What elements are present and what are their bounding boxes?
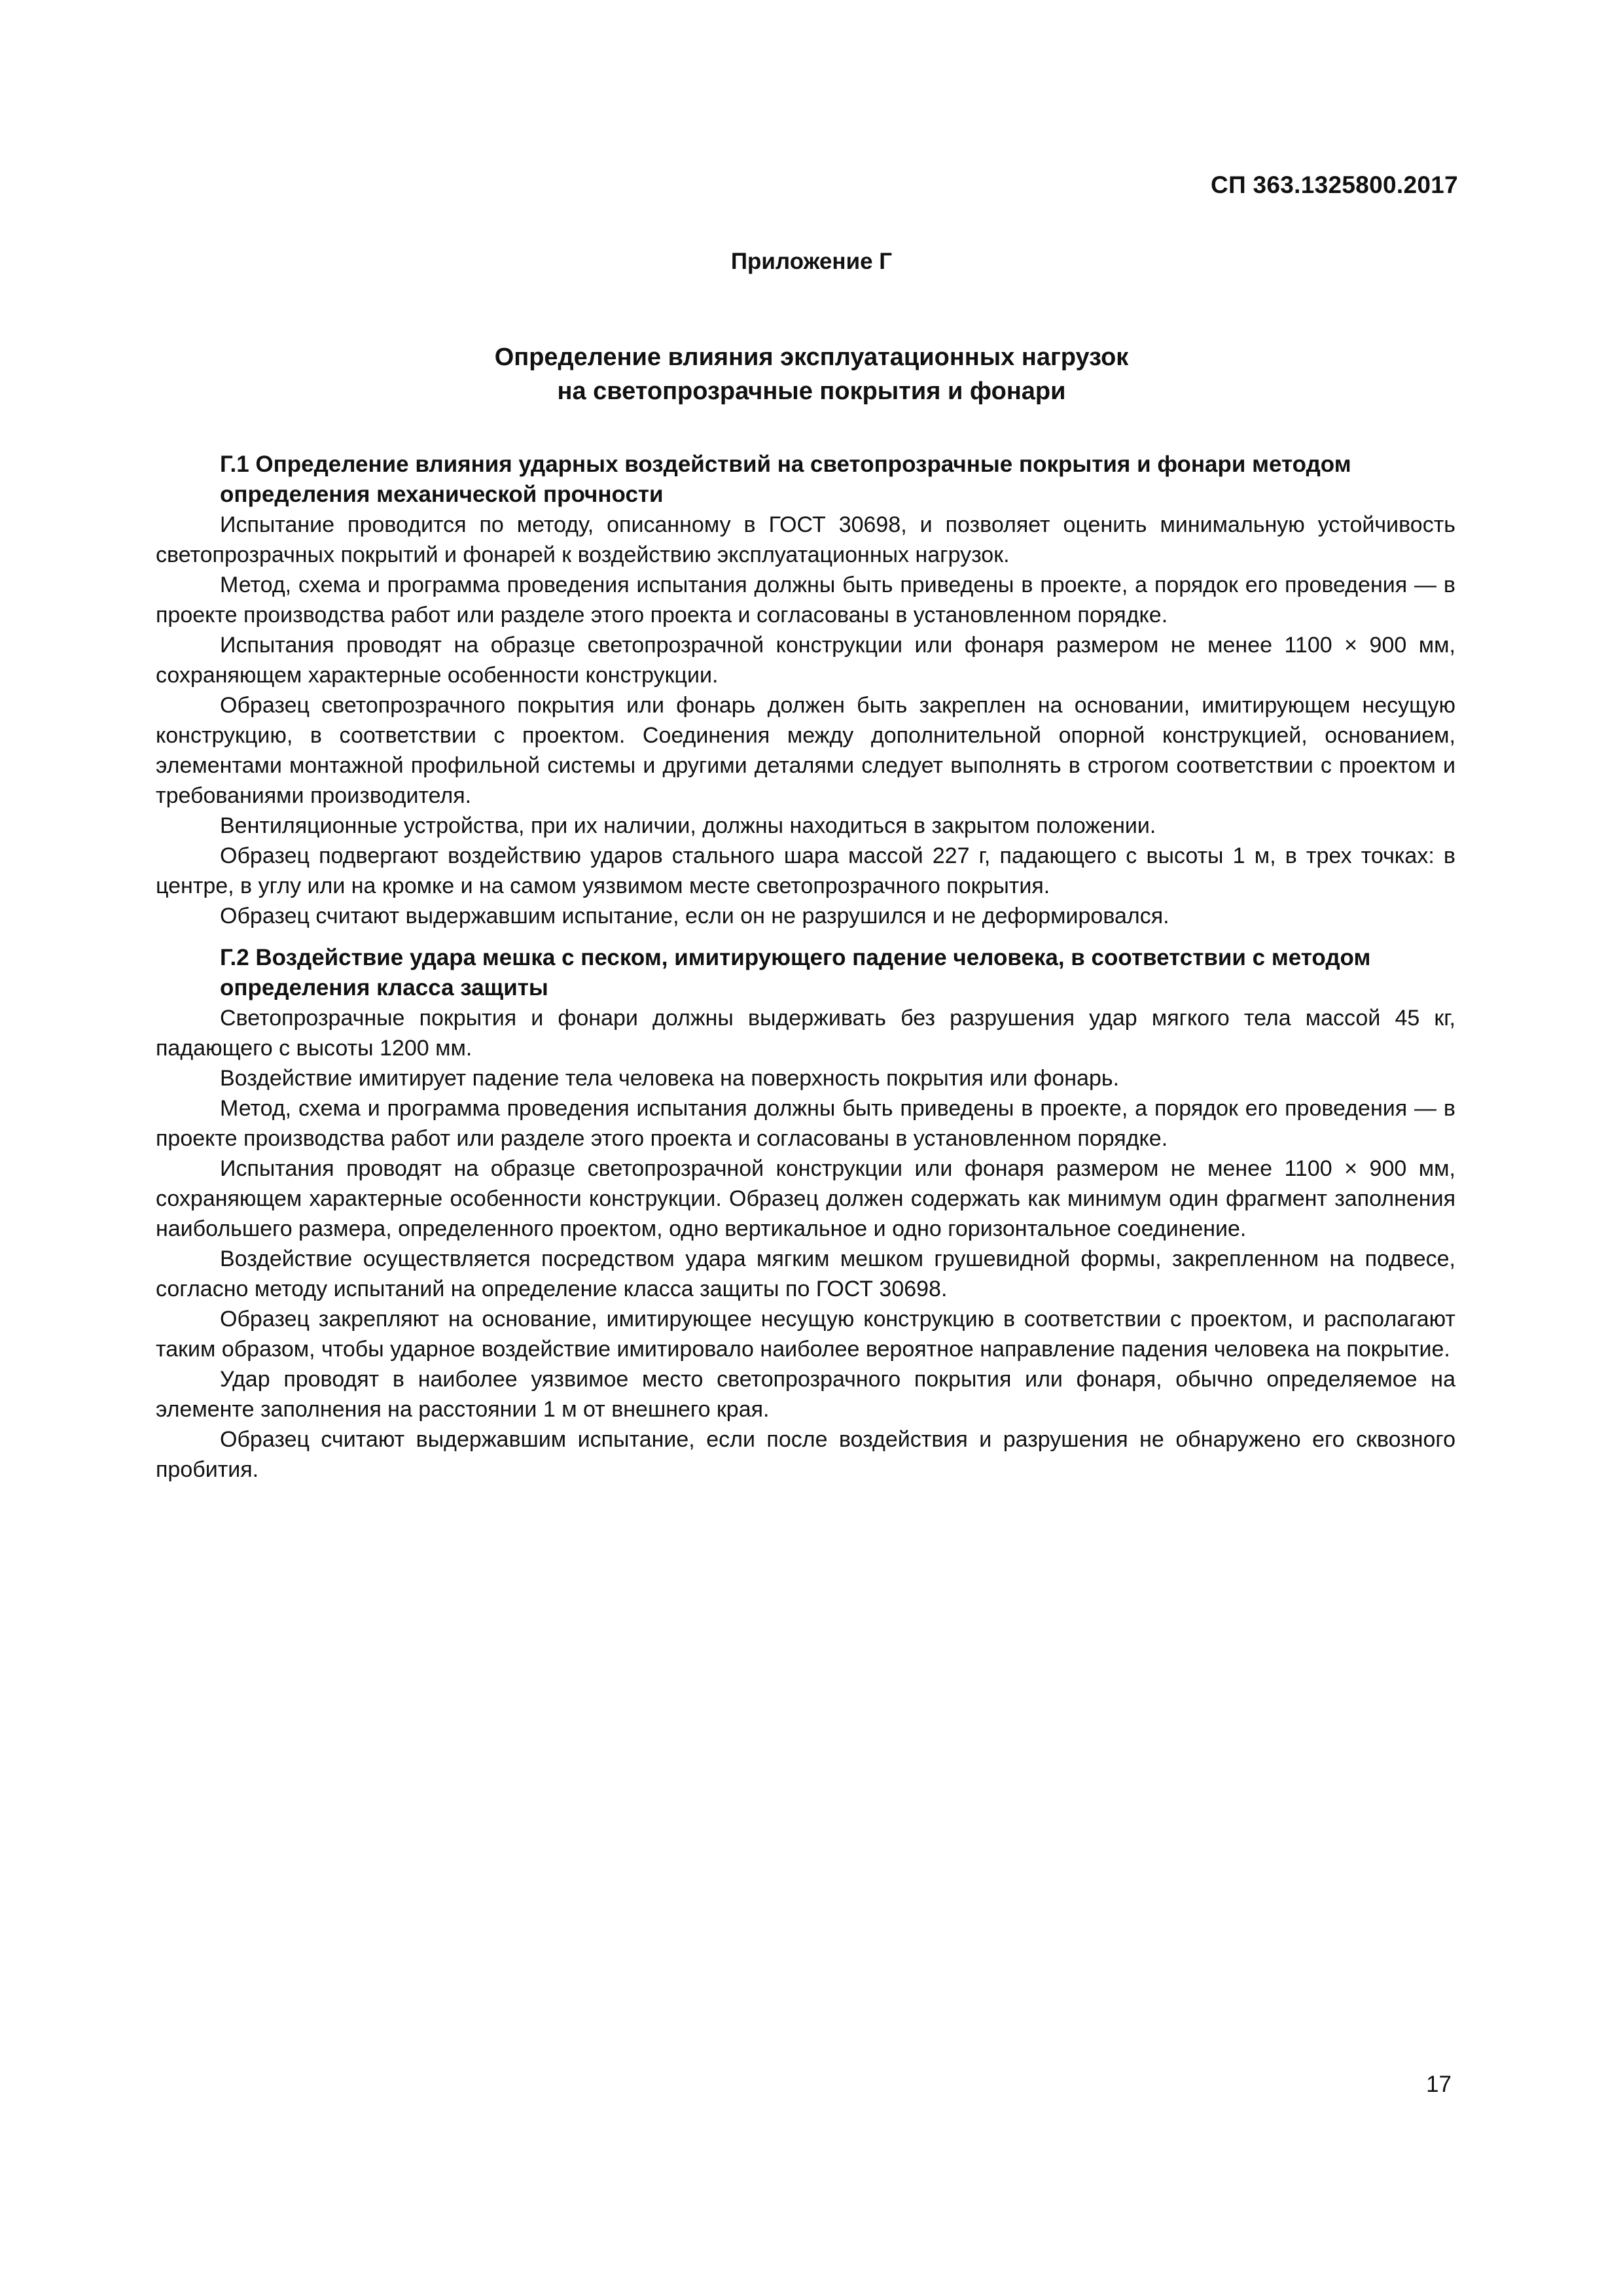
paragraph: Образец считают выдержавшим испытание, если после воздействия и разрушения не обнаружено его сквозного пробития.: [156, 1427, 1455, 1482]
paragraph: Вентиляционные устройства, при их наличии, должны находиться в закрытом положении.: [220, 813, 1156, 838]
paragraph: Метод, схема и программа проведения испытания должны быть приведены в проекте, а порядок его проведения — в проекте производства работ или разделе этого проекта и согласованы в установленном порядке.: [156, 573, 1455, 627]
paragraph: Образец светопрозрачного покрытия или фонарь должен быть закреплен на основании, имитирующем несущую конструкцию, в соответствии с проектом. Соединения между дополнительной опорной конструкцией, основанием, элементами монтажной профильной системы и другими деталями следует выполнять в строгом соответствии с проектом и требованиями производителя.: [156, 693, 1455, 808]
document-code: СП 363.1325800.2017: [1211, 171, 1458, 198]
paragraph: Воздействие осуществляется посредством удара мягким мешком грушевидной формы, закрепленном на подвесе, согласно методу испытаний на определение класса защиты по ГОСТ 30698.: [156, 1246, 1455, 1301]
appendix-title: [0, 340, 1623, 408]
paragraph: Испытания проводят на образце светопрозрачной конструкции или фонаря размером не менее 1100 × 900 мм, сохраняющем характерные особенности конструкции. Образец должен содержать как минимум один фрагмент заполнения наибольшего размера, определенного проектом, одно вертикальное и одно горизонтальное соединение.: [156, 1156, 1455, 1241]
section-heading: Г.2 Воздействие удара мешка с песком, имитирующего падение человека, в соответствии с методом определения класса защиты: [220, 945, 1371, 1000]
document-body: [156, 450, 1455, 1485]
paragraph: Испытания проводят на образце светопрозрачной конструкции или фонаря размером не менее 1100 × 900 мм, сохраняющем характерные особенности конструкции.: [156, 633, 1455, 688]
appendix-title-line-2: на светопрозрачные покрытия и фонари: [557, 378, 1066, 405]
section-spacer: [156, 931, 1455, 943]
section-heading: Г.1 Определение влияния ударных воздействий на светопрозрачные покрытия и фонари методом определения механической прочности: [220, 451, 1351, 507]
paragraph: Светопрозрачные покрытия и фонари должны выдерживать без разрушения удар мягкого тела массой 45 кг, падающего с высоты 1200 мм.: [156, 1006, 1455, 1061]
paragraph: Образец закрепляют на основание, имитирующее несущую конструкцию в соответствии с проектом, и располагают таким образом, чтобы ударное воздействие имитировало наиболее вероятное направление падения человека на покрытие.: [156, 1307, 1455, 1362]
appendix-label: Приложение Г: [730, 249, 893, 274]
paragraph: Метод, схема и программа проведения испытания должны быть приведены в проекте, а порядок его проведения — в проекте производства работ или разделе этого проекта и согласованы в установленном порядке.: [156, 1096, 1455, 1151]
paragraph: Воздействие имитирует падение тела человека на поверхность покрытия или фонарь.: [220, 1066, 1120, 1091]
appendix-title-line-1: Определение влияния эксплуатационных нагрузок: [494, 344, 1129, 371]
paragraph: Удар проводят в наиболее уязвимое место светопрозрачного покрытия или фонаря, обычно определяемое на элементе заполнения на расстоянии 1 м от внешнего края.: [156, 1367, 1455, 1422]
page-number: 17: [1426, 2072, 1452, 2097]
paragraph: Образец подвергают воздействию ударов стального шара массой 227 г, падающего с высоты 1 м, в трех точках: в центре, в углу или на кромке и на самом уязвимом месте светопрозрачного покрытия.: [156, 843, 1455, 898]
paragraph: Испытание проводится по методу, описанному в ГОСТ 30698, и позволяет оценить минимальную устойчивость светопрозрачных покрытий и фонарей к воздействию эксплуатационных нагрузок.: [156, 512, 1455, 567]
section-g1: [156, 450, 1455, 931]
paragraph: Образец считают выдержавшим испытание, если он не разрушился и не деформировался.: [220, 904, 1169, 928]
section-g2: [156, 943, 1455, 1485]
